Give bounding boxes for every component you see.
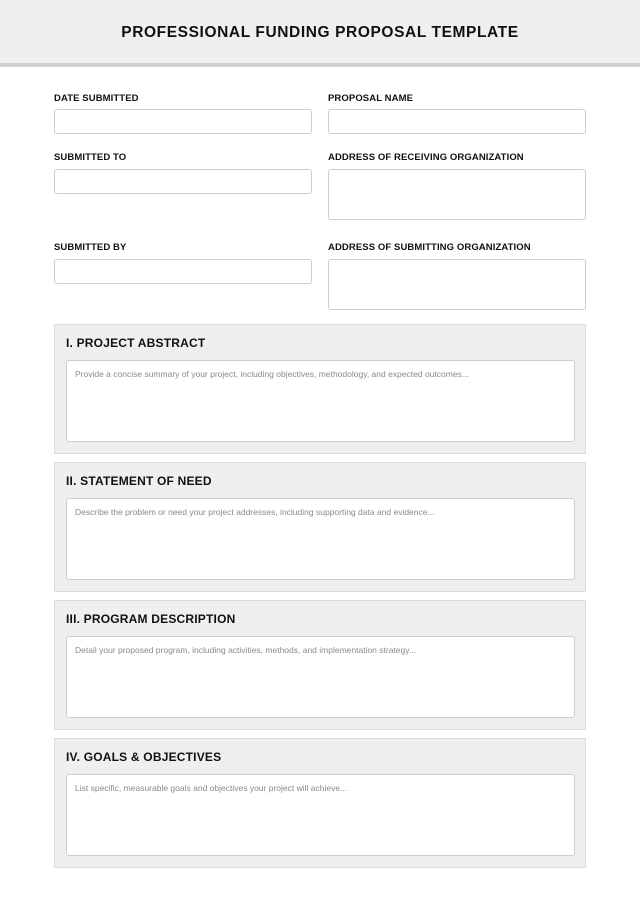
page-title: PROFESSIONAL FUNDING PROPOSAL TEMPLATE [121,23,519,41]
address-submitting-input[interactable] [328,259,586,310]
placeholder-text: Describe the problem or need your project addresses, including supporting data and evidence... [75,507,435,517]
placeholder-text: List specific, measurable goals and objectives your project will achieve... [75,783,348,793]
section-title: II. STATEMENT OF NEED [66,474,212,488]
submitted-by-input[interactable] [54,259,312,284]
program-description-textarea[interactable] [66,636,575,718]
proposal-name-input[interactable] [328,109,586,134]
section-program-description [54,600,586,730]
proposal-name-label: PROPOSAL NAME [328,93,414,104]
section-title: IV. GOALS & OBJECTIVES [66,750,222,764]
section-goals-objectives [54,738,586,868]
submitted-to-input[interactable] [54,169,312,194]
section-project-abstract [54,324,586,454]
section-title: I. PROJECT ABSTRACT [66,336,206,350]
address-receiving-label: ADDRESS OF RECEIVING ORGANIZATION [328,152,524,163]
page-header [0,0,640,67]
submitted-to-label: SUBMITTED TO [54,152,127,163]
project-abstract-textarea[interactable] [66,360,575,442]
placeholder-text: Provide a concise summary of your project, including objectives, methodology, and expected outcomes... [75,369,469,379]
date-submitted-label: DATE SUBMITTED [54,93,139,104]
address-submitting-label: ADDRESS OF SUBMITTING ORGANIZATION [328,242,531,253]
section-title: III. PROGRAM DESCRIPTION [66,612,236,626]
goals-objectives-textarea[interactable] [66,774,575,856]
placeholder-text: Detail your proposed program, including activities, methods, and implementation strategy... [75,645,416,655]
statement-of-need-textarea[interactable] [66,498,575,580]
address-receiving-input[interactable] [328,169,586,220]
date-submitted-input[interactable] [54,109,312,134]
submitted-by-label: SUBMITTED BY [54,242,127,253]
section-statement-of-need [54,462,586,592]
